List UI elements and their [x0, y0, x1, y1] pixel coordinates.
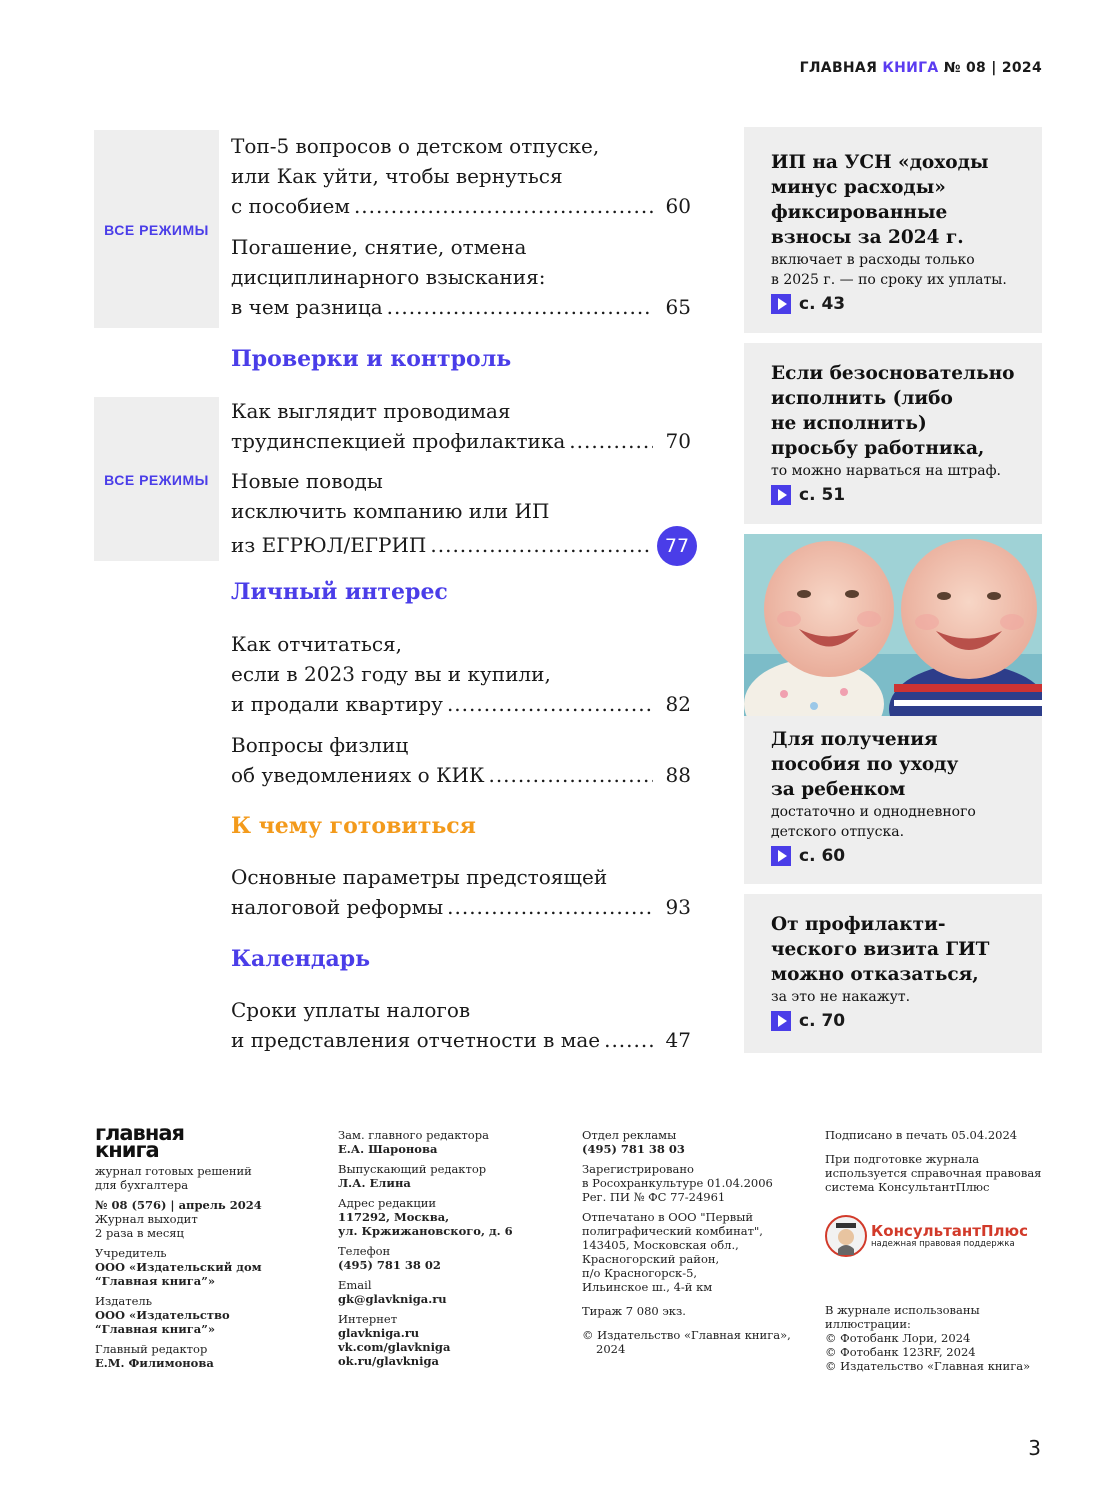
- editor-label: Главный редактор: [95, 1342, 208, 1356]
- printing-info: полиграфический комбинат",: [582, 1224, 763, 1238]
- toc-page-number: 93: [665, 895, 691, 919]
- credit-line: © Фотобанк 123RF, 2024: [825, 1345, 976, 1359]
- leader-dots: [387, 292, 653, 322]
- section-heading: Календарь: [231, 946, 371, 972]
- email-link[interactable]: gk@glavkniga.ru: [338, 1292, 447, 1306]
- printing-info: Красногорский район,: [582, 1252, 720, 1266]
- imprint-column-4: [825, 1128, 1055, 1200]
- toc-item-line: трудинспекцией профилактика: [231, 429, 566, 453]
- teaser-title: От профилакти-: [771, 914, 946, 935]
- printing-info: п/о Красногорск-5,: [582, 1266, 698, 1280]
- play-arrow-icon: [771, 1011, 791, 1031]
- leader-dots: [430, 530, 653, 560]
- teaser-text: достаточно и однодневного: [771, 804, 976, 820]
- teaser-text: то можно нарваться на штраф.: [771, 463, 1001, 479]
- page-number: 3: [1028, 1436, 1041, 1460]
- toc-item-line: из ЕГРЮЛ/ЕГРИП: [231, 533, 427, 557]
- legal-system-note: используется справочная правовая: [825, 1166, 1042, 1180]
- toc-item[interactable]: [231, 232, 691, 322]
- issue-info: № 08 (576) | апрель 2024: [95, 1198, 262, 1212]
- toc-page-number: 47: [665, 1028, 691, 1052]
- address: ул. Кржижановского, д. 6: [338, 1224, 513, 1238]
- play-arrow-icon: [771, 294, 791, 314]
- toc-page-number: 88: [665, 763, 691, 787]
- consultantplus-slogan: надежная правовая поддержка: [871, 1239, 1015, 1249]
- brand-part1: ГЛАВНАЯ: [799, 60, 878, 76]
- teaser-title: Для получения: [771, 729, 938, 750]
- toc-item-line: и представления отчетности в мае: [231, 1028, 601, 1052]
- toc-item[interactable]: [231, 466, 691, 566]
- toc-page-number: 60: [665, 194, 691, 218]
- phone: (495) 781 38 02: [338, 1258, 441, 1272]
- registration: Зарегистрировано: [582, 1162, 694, 1176]
- tagline: журнал готовых решений: [95, 1164, 252, 1178]
- section-heading: Личный интерес: [231, 579, 448, 605]
- toc-item-line: Основные параметры предстоящей: [231, 865, 608, 889]
- toc-page-number: 70: [665, 429, 691, 453]
- glavnaya-kniga-logo: [95, 1121, 184, 1162]
- teaser-text: в 2025 г. — по сроку их уплаты.: [771, 272, 1007, 288]
- babies-illustration: [744, 534, 1042, 716]
- founder: ООО «Издательский дом: [95, 1260, 262, 1274]
- consultantplus-emblem-icon: [825, 1215, 867, 1257]
- teaser-title: можно отказаться,: [771, 964, 979, 985]
- brand-part2: КНИГА: [882, 60, 939, 76]
- teaser-title: ИП на УСН «доходы: [771, 152, 989, 173]
- teaser-text: детского отпуска.: [771, 824, 905, 840]
- teaser-title: минус расходы»: [771, 177, 946, 198]
- consultantplus-logo: [825, 1215, 1028, 1257]
- credit-line: © Издательство «Главная книга»: [825, 1359, 1031, 1373]
- circulation: Тираж 7 080 экз.: [582, 1304, 686, 1318]
- teaser-box[interactable]: [744, 343, 1042, 524]
- issuing-editor: Л.А. Елина: [338, 1176, 411, 1190]
- issuing-label: Выпускающий редактор: [338, 1162, 487, 1176]
- ads-label: Отдел рекламы: [582, 1128, 677, 1142]
- toc-item-line: налоговой реформы: [231, 895, 444, 919]
- signed-date: Подписано в печать 05.04.2024: [825, 1128, 1018, 1142]
- logo-line: книга: [95, 1138, 159, 1162]
- leader-dots: [354, 191, 653, 221]
- teaser-text: включает в расходы только: [771, 252, 975, 268]
- toc-item-line: Сроки уплаты налогов: [231, 998, 471, 1022]
- teaser-title: не исполнить): [771, 413, 927, 434]
- section-heading: Проверки и контроль: [231, 346, 512, 372]
- leader-dots: [447, 892, 653, 922]
- teaser-title: пособия по уходу: [771, 754, 959, 775]
- tagline: для бухгалтера: [95, 1178, 189, 1192]
- toc-item[interactable]: [231, 862, 691, 922]
- illustrations-credits: [825, 1303, 1055, 1373]
- toc-item-line: если в 2023 году вы и купили,: [231, 662, 551, 686]
- leader-dots: [604, 1025, 653, 1055]
- toc-page-number: 82: [665, 692, 691, 716]
- copyright: © Издательство «Главная книга»,: [582, 1328, 791, 1342]
- teaser-title: просьбу работника,: [771, 438, 985, 459]
- frequency: Журнал выходит: [95, 1212, 198, 1226]
- copyright: 2024: [596, 1342, 626, 1356]
- credit-line: © Фотобанк Лори, 2024: [825, 1331, 971, 1345]
- teaser-box[interactable]: [744, 894, 1042, 1053]
- leader-dots: [488, 760, 653, 790]
- toc-item-line: Как отчитаться,: [231, 632, 403, 656]
- page-ref-text: с. 70: [799, 1011, 846, 1031]
- website-link[interactable]: glavkniga.ru: [338, 1326, 420, 1340]
- issue-number: № 08 | 2024: [943, 60, 1042, 76]
- toc-item-line: об уведомлениях о КИК: [231, 763, 485, 787]
- page-ref-text: с. 60: [799, 846, 846, 866]
- vk-link[interactable]: vk.com/glavkniga: [338, 1340, 451, 1354]
- legal-system-note: система КонсультантПлюс: [825, 1180, 990, 1194]
- teaser-box[interactable]: [744, 127, 1042, 333]
- credit-line: иллюстрации:: [825, 1317, 911, 1331]
- ads-phone: (495) 781 38 03: [582, 1142, 685, 1156]
- printing-info: 143405, Московская обл.,: [582, 1238, 739, 1252]
- logo-line: главная: [95, 1121, 184, 1145]
- toc-item[interactable]: [231, 629, 691, 719]
- leader-dots: [447, 689, 653, 719]
- imprint-column-1: [95, 1164, 315, 1376]
- deputy-editor: Е.А. Шаронова: [338, 1142, 438, 1156]
- page-reference[interactable]: [771, 846, 1042, 866]
- regime-box-1: [94, 130, 219, 328]
- toc-item-line: исключить компанию или ИП: [231, 499, 550, 523]
- publisher: “Главная книга”»: [95, 1322, 216, 1336]
- regime-label: ВСЕ РЕЖИМЫ: [104, 472, 209, 488]
- imprint-column-3: [582, 1128, 802, 1362]
- toc-item-line: Вопросы физлиц: [231, 733, 409, 757]
- toc-item[interactable]: [231, 730, 691, 790]
- address: 117292, Москва,: [338, 1210, 450, 1224]
- editor: Е.М. Филимонова: [95, 1356, 214, 1370]
- phone-label: Телефон: [338, 1244, 391, 1258]
- teaser-title: взносы за 2024 г.: [771, 227, 964, 248]
- toc-item-line: Новые поводы: [231, 469, 383, 493]
- page-ref-text: с. 51: [799, 485, 846, 505]
- toc-item-line: Погашение, снятие, отмена: [231, 235, 527, 259]
- page-reference[interactable]: [771, 485, 1042, 505]
- teaser-title: фиксированные: [771, 202, 948, 223]
- teaser-title: ческого визита ГИТ: [771, 939, 990, 960]
- babies-photo: [744, 534, 1042, 716]
- toc-item-line: Топ-5 вопросов о детском отпуске,: [231, 134, 600, 158]
- page-reference[interactable]: [771, 294, 1042, 314]
- toc-page-number: 65: [665, 295, 691, 319]
- page-ref-text: с. 43: [799, 294, 846, 314]
- founder-label: Учредитель: [95, 1246, 167, 1260]
- imprint-column-2: [338, 1128, 558, 1374]
- toc-item-line: в чем разница: [231, 295, 383, 319]
- toc-item[interactable]: [231, 396, 691, 456]
- toc-item-line: или Как уйти, чтобы вернуться: [231, 164, 563, 188]
- publisher: ООО «Издательство: [95, 1308, 230, 1322]
- page-reference[interactable]: [771, 1011, 1042, 1031]
- toc-item[interactable]: [231, 131, 691, 221]
- teaser-title: за ребенком: [771, 779, 906, 800]
- founder: “Главная книга”»: [95, 1274, 216, 1288]
- printing-info: Отпечатано в ООО "Первый: [582, 1210, 754, 1224]
- printing-info: Ильинское ш., 4-й км: [582, 1280, 713, 1294]
- section-heading: К чему готовиться: [231, 813, 476, 839]
- email-label: Email: [338, 1278, 372, 1292]
- publisher-label: Издатель: [95, 1294, 152, 1308]
- consultantplus-name: КонсультантПлюс: [871, 1222, 1028, 1240]
- play-arrow-icon: [771, 485, 791, 505]
- teaser-title: Если безосновательно: [771, 363, 1015, 384]
- teaser-title: исполнить (либо: [771, 388, 953, 409]
- credit-line: В журнале использованы: [825, 1303, 980, 1317]
- regime-label: ВСЕ РЕЖИМЫ: [104, 222, 209, 238]
- toc-item[interactable]: [231, 995, 691, 1055]
- toc-item-line: с пособием: [231, 194, 350, 218]
- toc-item-line: Как выглядит проводимая: [231, 399, 511, 423]
- toc-item-line: дисциплинарного взыскания:: [231, 265, 546, 289]
- regime-box-2: [94, 397, 219, 561]
- play-arrow-icon: [771, 846, 791, 866]
- registration: Рег. ПИ № ФС 77-24961: [582, 1190, 726, 1204]
- teaser-text: за это не накажут.: [771, 989, 911, 1005]
- leader-dots: [569, 426, 653, 456]
- ok-link[interactable]: ok.ru/glavkniga: [338, 1354, 439, 1368]
- registration: в Росохранкультуре 01.04.2006: [582, 1176, 773, 1190]
- web-label: Интернет: [338, 1312, 398, 1326]
- running-header: [800, 60, 1042, 76]
- toc-item-line: и продали квартиру: [231, 692, 443, 716]
- highlighted-page-number: 77: [657, 526, 697, 566]
- frequency: 2 раза в месяц: [95, 1226, 184, 1240]
- legal-system-note: При подготовке журнала: [825, 1152, 980, 1166]
- deputy-label: Зам. главного редактора: [338, 1128, 489, 1142]
- teaser-box[interactable]: [744, 716, 1042, 884]
- address-label: Адрес редакции: [338, 1196, 437, 1210]
